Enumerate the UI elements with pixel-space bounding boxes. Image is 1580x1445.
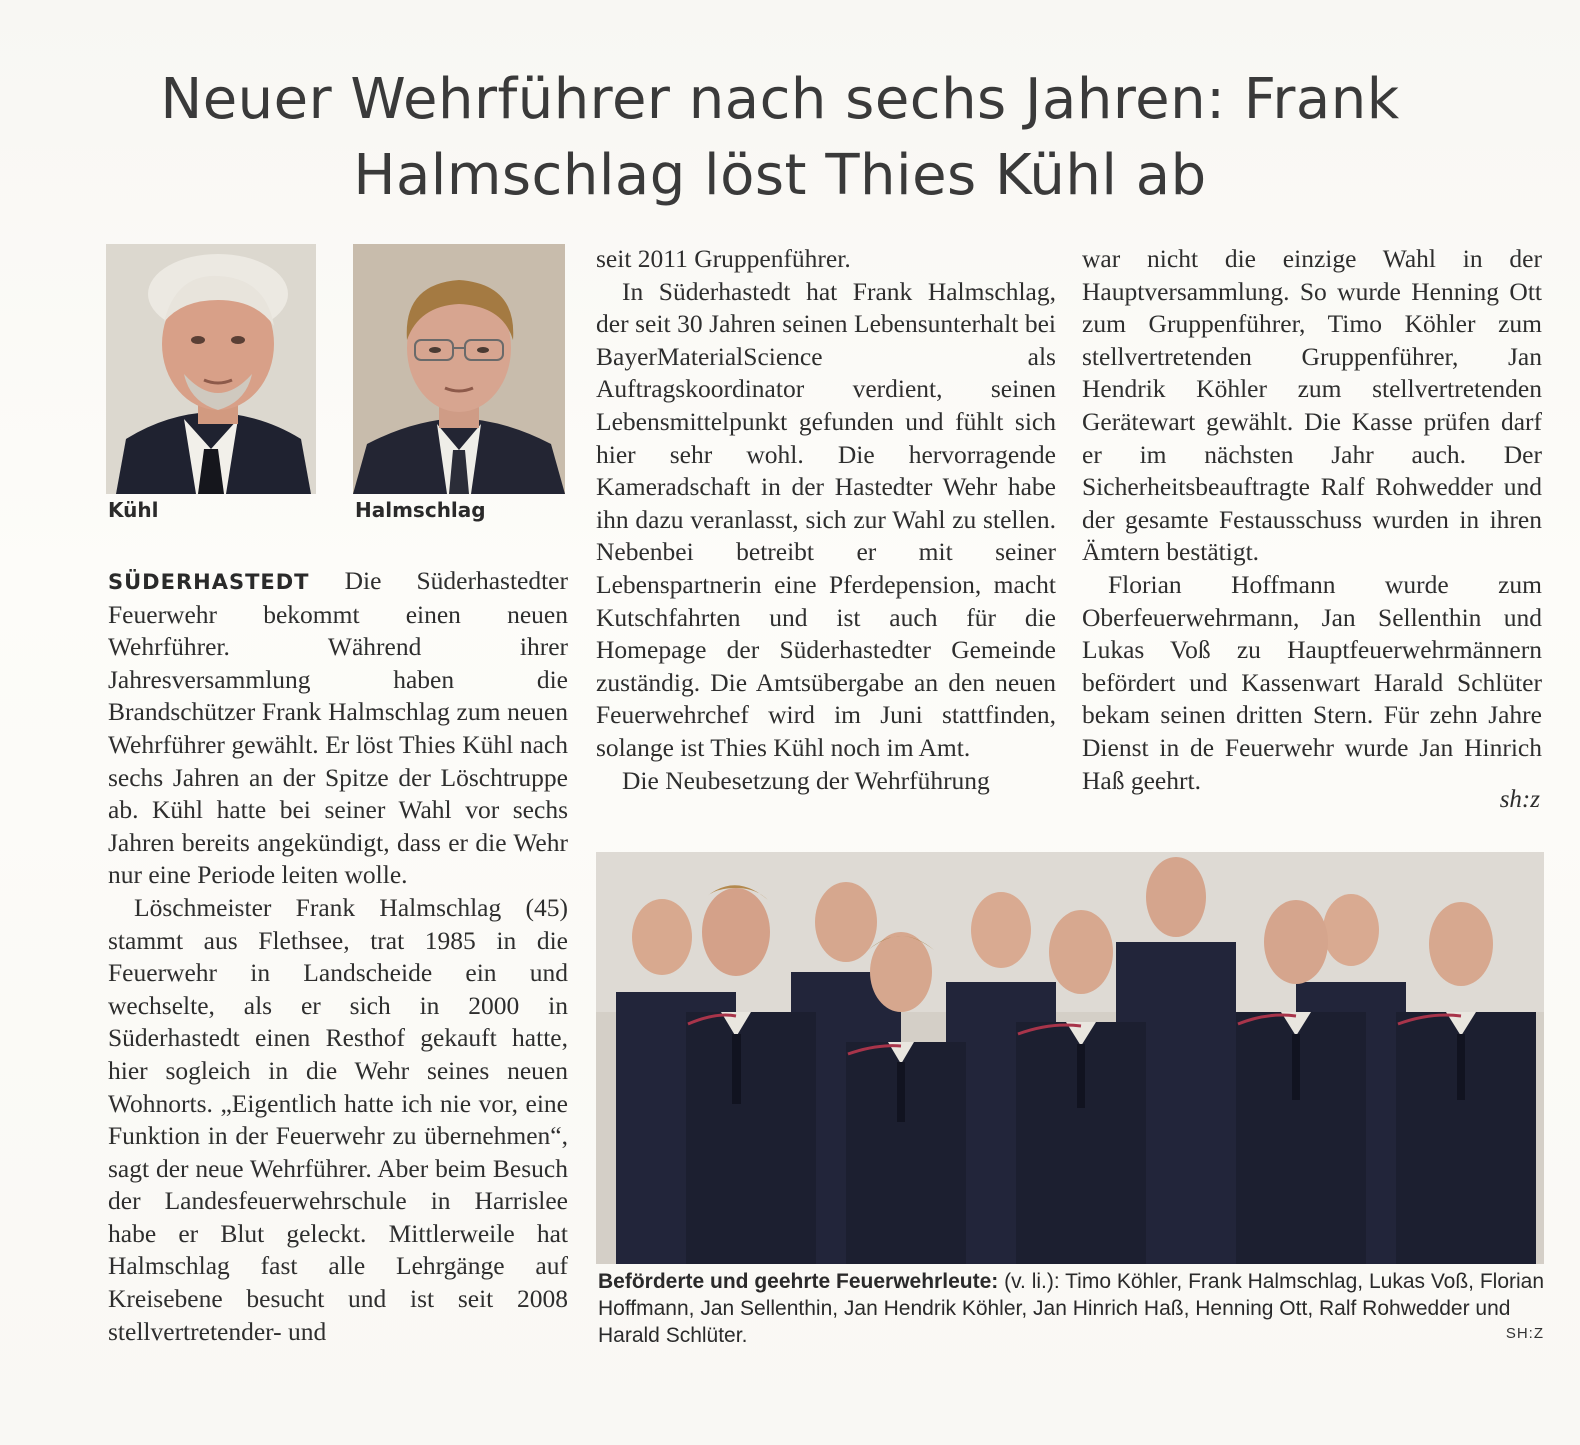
group-photo-caption [598,1268,1548,1349]
group-photo-firefighters [596,852,1544,1264]
portrait-halmschlag-caption: Halmschlag [355,498,486,522]
article-headline [60,62,1500,214]
article-paragraph-2: Löschmeister Frank Halmschlag (45) stammt aus Flethsee, trat 1985 in die Feuerwehr in Landscheide ein und wechselte, als er sich in 2000 in Süderhastedt einen Resthof gekauft hatte, hier sogleich in die Wehr seines neuen Wohnorts. „Eigentlich hatte ich nie vor, eine Funktion in der Feuerwehr zu übernehmen“, sagt der neue Wehrführer. Aber beim Besuch der Landesfeuerwehrschule in Harrislee habe er Blut geleckt. Mittlerweile hat Halmschlag fast alle Lehrgänge auf Kreisebene besucht und ist seit 2008 stellvertretender- und [108,892,568,1346]
article-column-2 [596,243,1056,797]
group-photo-caption-text: (v. li.): Timo Köhler, Frank Halmschlag, Lukas Voß, Florian Hoffmann, Jan Sellenthin, Jan Hendrik Köhler, Jan Hinrich Haß, Henning Ott, Ralf Rohwedder und Harald Schlüter. [598,1270,1545,1347]
article-paragraph-5: Die Neubesetzung der Wehrführung [622,765,990,795]
article-byline: sh:z [1499,786,1540,813]
group-photo-credit: SH:Z [1505,1325,1544,1342]
dateline: SÜDERHASTEDT [108,570,310,594]
article-paragraph-4: In Süderhastedt hat Frank Halmschlag, der seit 30 Jahren seinen Lebensunterhalt bei BayerMaterialScience als Auftragskoordinator verdient, seinen Lebensmittelpunkt gefunden und fühlt sich hier sehr wohl. Die hervorragende Kameradschaft in der Hastedter Wehr habe ihn dazu veranlasst, sich zur Wahl zu stellen. Nebenbei betreibt er mit seiner Lebenspartnerin eine Pferdepension, macht Kutschfahrten und ist auch für die Homepage der Süderhastedter Gemeinde zuständig. Die Amtsübergabe an den neuen Feuerwehrchef wird im Juni stattfinden, solange ist Thies Kühl noch im Amt. [596,276,1056,762]
portrait-kuehl-caption: Kühl [108,498,159,522]
headline-line-1: Neuer Wehrführer nach sechs Jahren: Frank [160,67,1400,132]
article-paragraph-1 [108,565,568,892]
article-paragraph-7: Florian Hoffmann wurde zum Oberfeuerwehrmann, Jan Sellenthin und Lukas Voß zu Hauptfeuerwehrmännern befördert und Kassenwart Harald Schlüter bekam seinen dritten Stern. Für zehn Jahre Dienst in de Feuerwehr wurde Jan Hinrich Haß geehrt. [1082,569,1542,795]
article-paragraph-6: war nicht die einzige Wahl in der Hauptversammlung. So wurde Henning Ott zum Gruppenführer, Timo Köhler zum stellvertretenden Gruppenführer, Jan Hendrik Köhler zum stellvertretenden Gerätewart gewählt. Die Kasse prüfen darf er im nächsten Jahr auch. Der Sicherheitsbeauftragte Ralf Rohwedder und der gesamte Festausschuss wurden in ihren Ämtern bestätigt. [1082,244,1542,567]
group-photo-caption-lead: Beförderte und geehrte Feuerwehrleute: [598,1270,999,1293]
article-paragraph-3: seit 2011 Gruppenführer. [596,244,851,273]
article-column-1 [108,565,568,1348]
portrait-halmschlag-photo [353,244,565,494]
article-column-3 [1082,243,1542,797]
portrait-kuehl-photo [106,244,316,494]
headline-line-2: Halmschlag löst Thies Kühl ab [353,143,1207,208]
article-paragraph-1-text: Die Süderhastedter Feuerwehr bekommt einen neuen Wehrführer. Während ihrer Jahresversammlung haben die Brandschützer Frank Halmschlag zum neuen Wehrführer gewählt. Er löst Thies Kühl nach sechs Jahren an der Spitze der Löschtruppe ab. Kühl hatte bei seiner Wahl vor sechs Jahren bereits angekündigt, dass er die Wehr nur eine Periode leiten wolle. [108,566,568,890]
